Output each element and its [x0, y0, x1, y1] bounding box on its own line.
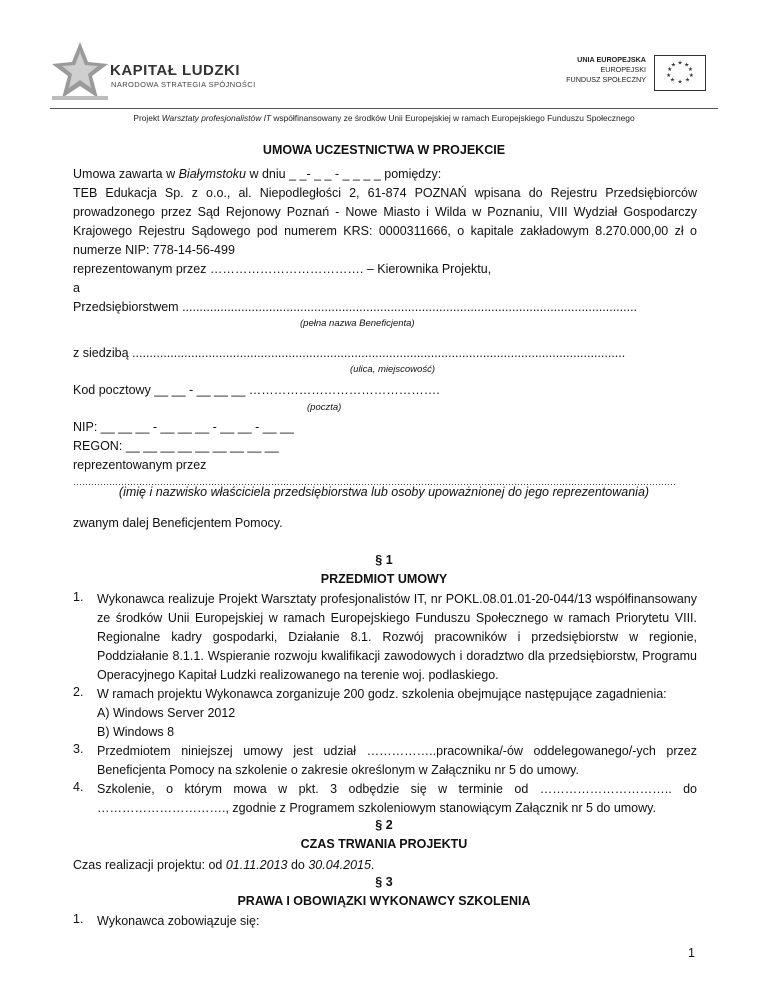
svg-text:★: ★ — [677, 79, 683, 86]
section1-heading: PRZEDMIOT UMOWY — [320, 572, 448, 586]
eu-line3: FUNDUSZ SPOŁECZNY — [566, 75, 646, 84]
section1-item2: W ramach projektu Wykonawca zorganizuje 200 godz. szkolenia obejmujące następujące zagadnienia: — [97, 687, 667, 701]
logo-subtitle: NARODOWA STRATEGIA SPÓJNOŚCI — [111, 80, 256, 89]
postal-line: Kod pocztowy __ __ - __ __ __ ………………………………………. — [73, 383, 440, 397]
svg-text:★: ★ — [667, 67, 673, 74]
section2-suffix: . — [370, 858, 375, 872]
company-line: Przedsiębiorstwem ................................................................................................................................... — [73, 300, 638, 314]
svg-text:★: ★ — [688, 72, 694, 79]
document-title: UMOWA UCZESTNICTWA W PROJEKCIE — [262, 143, 506, 157]
person-caption: (imię i nazwisko właściciela przedsiębiorstwa lub osoby upoważnionej do jego reprezentowania) — [118, 485, 650, 499]
represented2-line: reprezentowanym przez — [73, 458, 207, 472]
svg-text:★: ★ — [684, 62, 690, 69]
eu-logo — [546, 55, 706, 95]
project-name: Warsztaty profesjonalistów IT — [161, 113, 272, 123]
regon-line: REGON: __ __ __ __ __ __ __ __ __ — [73, 439, 279, 453]
project-suffix: współfinansowany ze środków Unii Europejskiej w ramach Europejskiego Funduszu Społecznego — [271, 113, 635, 123]
seat-caption: (ulica, miejscowość) — [350, 364, 435, 375]
svg-text:★: ★ — [670, 62, 676, 69]
date-from: 01.11.2013 — [225, 858, 288, 872]
header-rule — [50, 108, 718, 109]
section3-item1: Wykonawca zobowiązuje się: — [97, 914, 260, 928]
section1-item3: Przedmiotem niniejszej umowy jest udział ……………..pracownika/-ów oddelegowanego/-ych przez Beneficjenta Pomocy na szkolenie o zakresie określonym w Załączniku nr 5 do umowy. — [97, 744, 697, 777]
called-line: zwanym dalej Beneficjentem Pomocy. — [73, 516, 283, 530]
postal-caption: (poczta) — [307, 402, 342, 413]
page-number: 1 — [688, 946, 695, 960]
kapital-ludzki-logo — [50, 40, 290, 100]
seat-line: z siedzibą .............................................................................................................................................. — [73, 346, 626, 360]
section1-mark: § 1 — [375, 553, 393, 567]
section1-item2b: B) Windows 8 — [97, 725, 175, 739]
eu-line2: EUROPEJSKI — [600, 65, 646, 74]
section2-heading: CZAS TRWANIA PROJEKTU — [300, 837, 468, 851]
svg-text:★: ★ — [677, 60, 683, 67]
dots-line: ………………………………………………………………………………………………………………………………………………………………………………… — [73, 477, 676, 487]
project-line — [0, 113, 768, 123]
svg-text:★: ★ — [666, 72, 672, 79]
nip-line: NIP: __ __ __ - __ __ __ - __ __ - __ __ — [73, 420, 294, 434]
teb-paragraph: TEB Edukacja Sp. z o.o., al. Niepodległości 2, 61-874 POZNAŃ wpisana do Rejestru Przedsiębiorców prowadzonego przez Sąd Rejonowy Poznań - Nowe Miasto i Wilda w Poznaniu, VIII Wydział Gospodarczy Krajowego Rejestru Sądowego pod numerem KRS: 0000311666, o kapitale zakładowym 8.270.000,00 zł o numerze NIP: 778-14-56-499 — [73, 186, 697, 257]
logo-title: KAPITAŁ LUDZKI — [110, 62, 241, 79]
intro-suffix: w dniu _ _- _ _ - _ _ _ _ pomiędzy: — [245, 167, 442, 181]
section1-item2a: A) Windows Server 2012 — [97, 706, 236, 720]
section1-item1: Wykonawca realizuje Projekt Warsztaty profesjonalistów IT, nr POKL.08.01.01-20-044/13 współfinansowany ze środków Unii Europejskiej w ramach Europejskiego Funduszu Społecznego w ramach Priorytetu VIII. Regionalne kadry gospodarki, Działanie 8.1. Rozwój pracowników i przedsiębiorstw w regionie, Poddziałanie 8.1.1. Wspieranie rozwoju kwalifikacji zawodowych i doradztwo dla przedsiębiorstw, Programu Operacyjnego Kapitał Ludzki realizowanego na terenie woj. podlaskiego. — [97, 592, 697, 682]
svg-text:★: ★ — [669, 77, 675, 84]
svg-text:★: ★ — [687, 67, 693, 74]
svg-text:★: ★ — [685, 77, 691, 84]
section2-prefix: Czas realizacji projektu: od — [73, 858, 226, 872]
section3-heading: PRAWA I OBOWIĄZKI WYKONAWCY SZKOLENIA — [237, 894, 531, 908]
intro-prefix: Umowa zawarta w — [73, 167, 179, 181]
project-prefix: Projekt — [133, 113, 162, 123]
section3-item1-number: 1. — [73, 912, 84, 926]
item3-number: 3. — [73, 742, 84, 756]
section3-mark: § 3 — [375, 875, 393, 889]
eu-text — [566, 55, 646, 85]
star-logo-icon — [50, 40, 108, 100]
eu-line1: UNIA EUROPEJSKA — [577, 55, 646, 64]
section1-item4: Szkolenie, o którym mowa w pkt. 3 odbędzie się w terminie od ………………………….. do …………………………., zgodnie z Programem szkoleniowym stanowiącym Załącznik nr 5 do umowy. — [97, 782, 697, 815]
represented-line: reprezentowanym przez ………………………………. – Kierownika Projektu, — [73, 262, 492, 276]
section2-text — [73, 856, 374, 875]
intro-line — [73, 165, 441, 184]
item1-number: 1. — [73, 590, 84, 604]
item2-number: 2. — [73, 685, 84, 699]
section2-mark: § 2 — [375, 818, 393, 832]
eu-flag-icon — [654, 55, 706, 91]
company-caption: (pełna nazwa Beneficjenta) — [300, 318, 415, 329]
and-line: a — [73, 281, 80, 295]
intro-city: Białymstoku — [178, 167, 246, 181]
item4-number: 4. — [73, 780, 84, 794]
section2-mid: do — [287, 858, 309, 872]
date-to: 30.04.2015 — [308, 858, 371, 872]
